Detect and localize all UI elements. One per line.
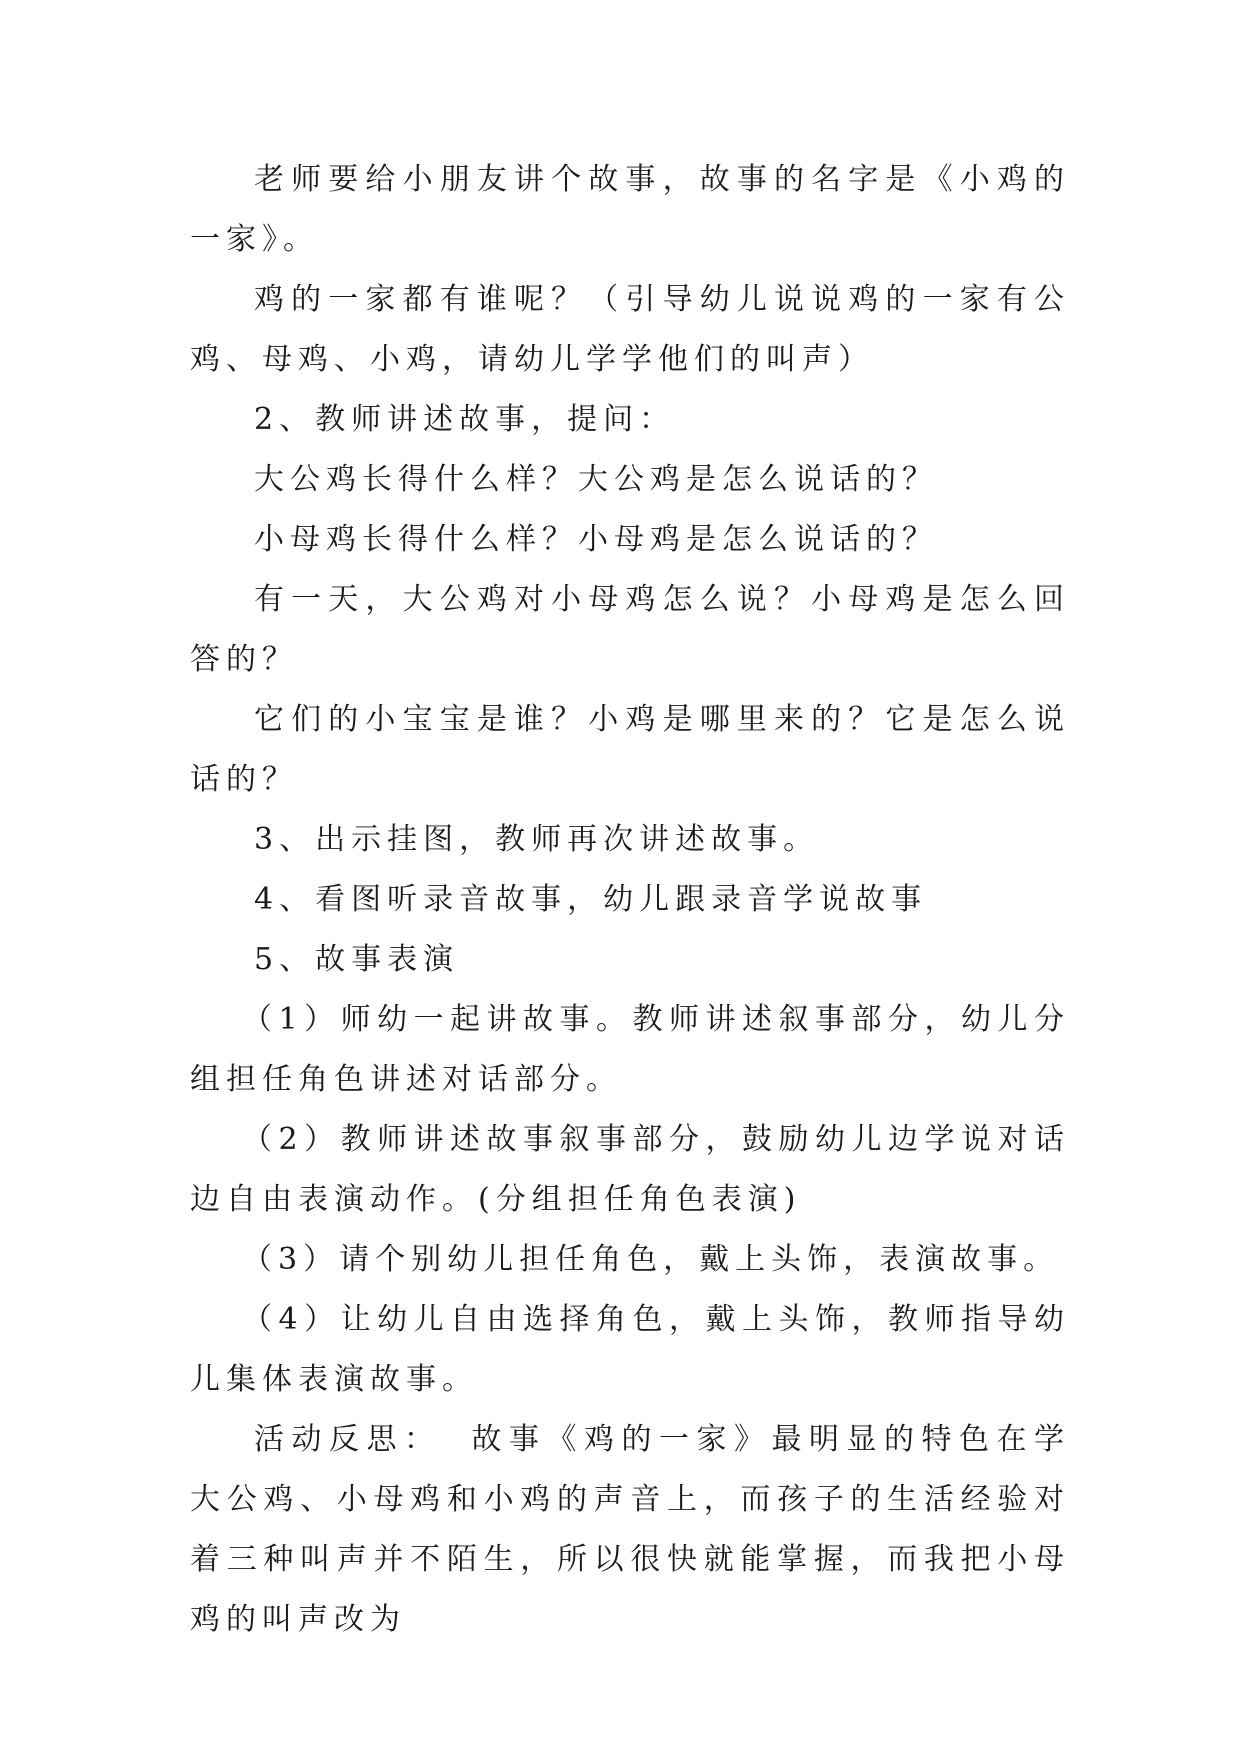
paragraph-question-rooster: 大公鸡长得什么样？大公鸡是怎么说话的？: [254, 462, 938, 497]
paragraph-step-2: 2、教师讲述故事，提问：: [254, 402, 676, 437]
reflection-text: 故事《鸡的一家》最明显的特色在学大公鸡、小母鸡和小鸡的声音上，而孩子的生活经验对着三种叫声并不陌生，所以很快就能掌握，而我把小母鸡的叫声改为: [190, 1422, 1070, 1637]
document-body: [190, 150, 1070, 1650]
reflection-label: 活动反思：: [254, 1422, 442, 1457]
paragraph-substep-3: （3）请个别幼儿担任角色，戴上头饰，表演故事。: [242, 1242, 1060, 1277]
paragraph-step-5: 5、故事表演: [254, 942, 460, 977]
paragraph-step-4: 4、看图听录音故事，幼儿跟录音学说故事: [254, 882, 928, 917]
paragraph-question-chick: 它们的小宝宝是谁？小鸡是哪里来的？它是怎么说话的？: [190, 702, 1070, 797]
paragraph-substep-1: （1）师幼一起讲故事。教师讲述叙事部分，幼儿分组担任角色讲述对话部分。: [190, 1002, 1070, 1097]
paragraph-question-hen: 小母鸡长得什么样？小母鸡是怎么说话的？: [254, 522, 938, 557]
paragraph-substep-4: （4）让幼儿自由选择角色，戴上头饰，教师指导幼儿集体表演故事。: [190, 1302, 1070, 1397]
paragraph-family-question: 鸡的一家都有谁呢？（引导幼儿说说鸡的一家有公鸡、母鸡、小鸡，请幼儿学学他们的叫声）: [190, 282, 1070, 377]
paragraph-substep-2: （2）教师讲述故事叙事部分，鼓励幼儿边学说对话边自由表演动作。(分组担任角色表演): [190, 1122, 1070, 1217]
paragraph-step-3: 3、出示挂图，教师再次讲述故事。: [254, 822, 820, 857]
paragraph-reflection: [190, 1410, 1070, 1650]
paragraph-story-intro: 老师要给小朋友讲个故事，故事的名字是《小鸡的一家》。: [190, 162, 1070, 257]
paragraph-question-dialogue: 有一天，大公鸡对小母鸡怎么说？小母鸡是怎么回答的？: [190, 582, 1070, 677]
